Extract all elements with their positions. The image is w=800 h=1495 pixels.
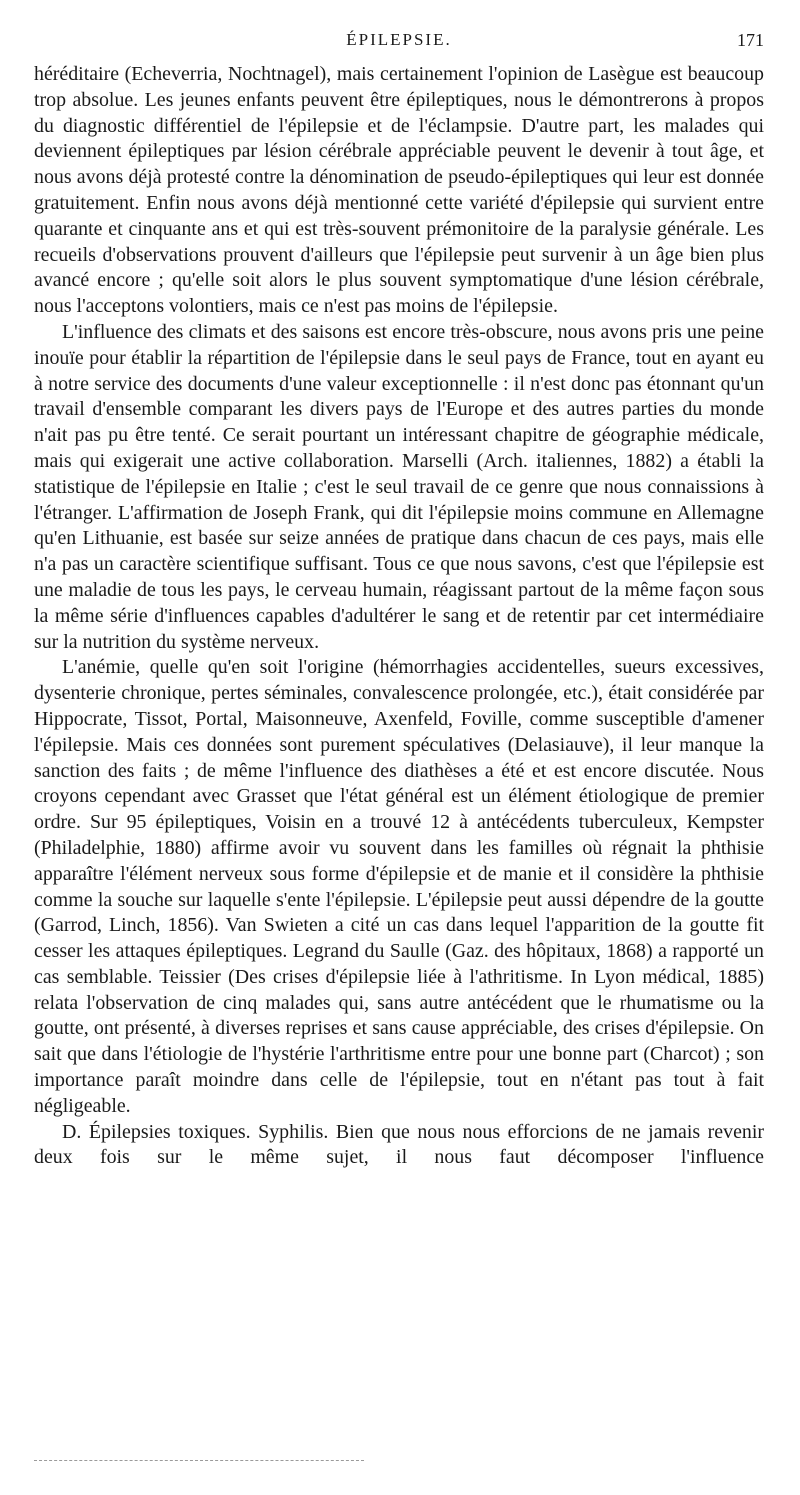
page-number: 171 bbox=[737, 30, 764, 50]
footer-rule bbox=[34, 1460, 364, 1461]
body-text bbox=[34, 62, 764, 1171]
paragraph-toxic-epilepsies: D. Épilepsies toxiques. Syphilis. Bien que nous nous efforcions de ne jamais revenir deux fois sur le même sujet, il nous faut décomposer l'influence bbox=[34, 1120, 764, 1169]
running-header bbox=[34, 28, 764, 52]
paragraph-heredity-age: héréditaire (Echeverria, Nochtnagel), mais certainement l'opinion de Lasègue est beaucoup trop absolue. Les jeunes enfants peuvent être épileptiques, nous le démontrerons à propos du diagnostic différentiel de l'épilepsie et de l'éclampsie. D'autre part, les malades qui deviennent épileptiques par lésion cérébrale appréciable peuvent le devenir à tout âge, et nous avons déjà protesté contre la dénomination de pseudo-épileptiques qui leur est donnée gratuitement. Enfin nous avons déjà mentionné cette variété d'épilepsie qui survient entre quarante et cinquante ans et qui est très-souvent prémonitoire de la paralysie générale. Les recueils d'observations prouvent d'ailleurs que l'épilepsie peut survenir à un âge bien plus avancé encore ; qu'elle soit alors le plus souvent symptomatique d'une lésion cérébrale, nous l'acceptons volontiers, mais ce n'est pas moins de l'épilepsie. bbox=[34, 63, 764, 318]
paragraph-climate-seasons: L'influence des climats et des saisons est encore très-obscure, nous avons pris une peine inouïe pour établir la répartition de l'épilepsie dans le seul pays de France, tout en ayant eu à notre service des documents d'une valeur exceptionnelle : il n'est donc pas étonnant qu'un travail d'ensemble comparant les divers pays de l'Europe et des autres parties du monde n'ait pas pu être tenté. Ce serait pourtant un intéressant chapitre de géographie médicale, mais qui exigerait une active collaboration. Marselli (Arch. italiennes, 1882) a établi la statistique de l'épilepsie en Italie ; c'est le seul travail de ce genre que nous connaissions à l'étranger. L'affirmation de Joseph Frank, qui dit l'épilepsie moins commune en Allemagne qu'en Lithuanie, est basée sur seize années de pratique dans chacun de ces pays, mais elle n'a pas un caractère scientifique suffisant. Tous ce que nous savons, c'est que l'épilepsie est une maladie de tous les pays, le cerveau humain, réagissant partout de la même façon sous la même série d'influences capables d'adultérer le sang et de retentir par cet intermédiaire sur la nutrition du système nerveux. bbox=[34, 320, 764, 653]
running-title: ÉPILEPSIE. bbox=[346, 30, 452, 49]
paragraph-anemia-diatheses: L'anémie, quelle qu'en soit l'origine (hémorrhagies accidentelles, sueurs excessives, dysenterie chronique, pertes séminales, convalescence prolongée, etc.), était considérée par Hippocrate, Tissot, Portal, Maisonneuve, Axenfeld, Foville, comme susceptible d'amener l'épilepsie. Mais ces données sont purement spéculatives (Delasiauve), il leur manque la sanction des faits ; de même l'influence des diathèses a été et est encore discutée. Nous croyons cependant avec Grasset que l'état général est un élément étiologique de premier ordre. Sur 95 épileptiques, Voisin en a trouvé 12 à antécédents tuberculeux, Kempster (Philadelphie, 1880) affirme avoir vu souvent dans les familles où régnait la phthisie apparaître l'élément nerveux sous forme d'épilepsie et de manie et il considère la phthisie comme la souche sur laquelle s'ente l'épilepsie. L'épilepsie peut aussi dépendre de la goutte (Garrod, Linch, 1856). Van Swieten a cité un cas dans lequel l'apparition de la goutte fit cesser les attaques épileptiques. Legrand du Saulle (Gaz. des hôpitaux, 1868) a rapporté un cas semblable. Teissier (Des crises d'épilepsie liée à l'athritisme. In Lyon médical, 1885) relata l'observation de cinq malades qui, sans autre antécédent que le rhumatisme ou la goutte, ont présenté, à diverses reprises et sans cause appréciable, des crises d'épilepsie. On sait que dans l'étiologie de l'hystérie l'arthritisme entre pour une bonne part (Charcot) ; son importance paraît moindre dans celle de l'épilepsie, tout en n'étant pas tout à fait négligeable. bbox=[34, 656, 764, 1117]
